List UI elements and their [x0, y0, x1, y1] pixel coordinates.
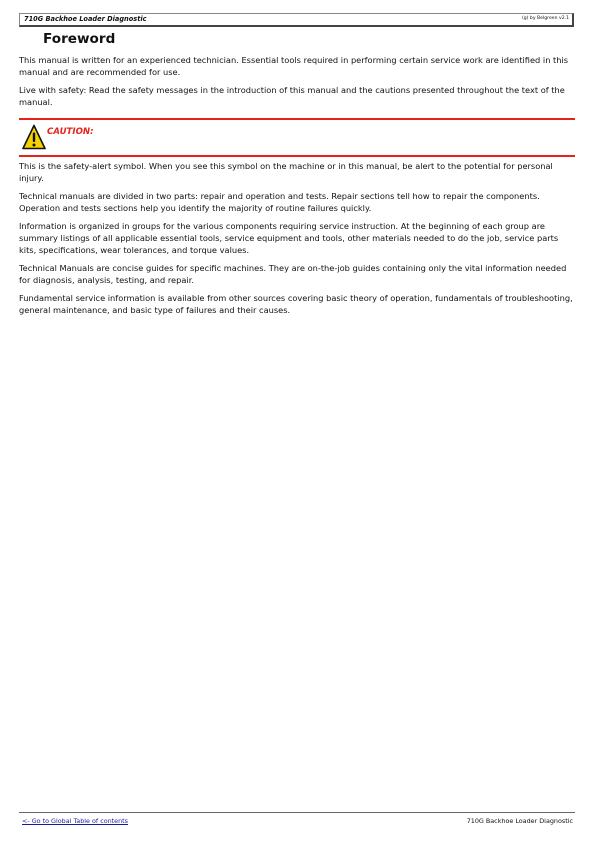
body-paragraph-1: This is the safety-alert symbol. When you see this symbol on the machine or in this manual, be alert to the potential for personal injury. — [19, 161, 553, 184]
caution-box — [19, 118, 575, 157]
intro-paragraph-2: Live with safety: Read the safety messages in the introduction of this manual and the cautions presented throughout the text of the manual. — [19, 85, 565, 108]
warning-triangle-icon — [22, 124, 46, 150]
page-title: Foreword — [43, 31, 116, 47]
intro-paragraph-1: This manual is written for an experienced technician. Essential tools required in performing certain service work are identified in this manual and are recommended for use. — [19, 55, 569, 78]
body-paragraph-3: Information is organized in groups for the various components requiring service instruction. At the beginning of each group are summary listings of all applicable essential tools, service equipment and tools, other materials needed to do the job, service parts kits, specifications, wear tolerances, and torque values. — [19, 221, 559, 256]
header-credit: (g) by Belgreen v2.1 — [521, 16, 569, 21]
body-paragraph-2: Technical manuals are divided in two parts: repair and operation and tests. Repair sections tell how to repair the components. Operation and tests sections help you identify the majority of routine failures quickly. — [19, 191, 540, 214]
body-paragraph-4: Technical Manuals are concise guides for specific machines. They are on-the-job guides containing only the vital information needed for diagnosis, analysis, testing, and repair. — [19, 263, 567, 286]
header-title: 710G Backhoe Loader Diagnostic — [24, 15, 147, 23]
page-header — [19, 13, 574, 27]
global-toc-link[interactable]: <- Go to Global Table of contents — [22, 817, 128, 825]
body-paragraph-5: Fundamental service information is available from other sources covering basic theory of operation, fundamentals of troubleshooting, general maintenance, and basic type of failures and their causes. — [19, 293, 573, 316]
caution-label: CAUTION: — [47, 127, 94, 137]
footer-title: 710G Backhoe Loader Diagnostic — [466, 817, 573, 825]
footer-divider — [19, 812, 575, 813]
